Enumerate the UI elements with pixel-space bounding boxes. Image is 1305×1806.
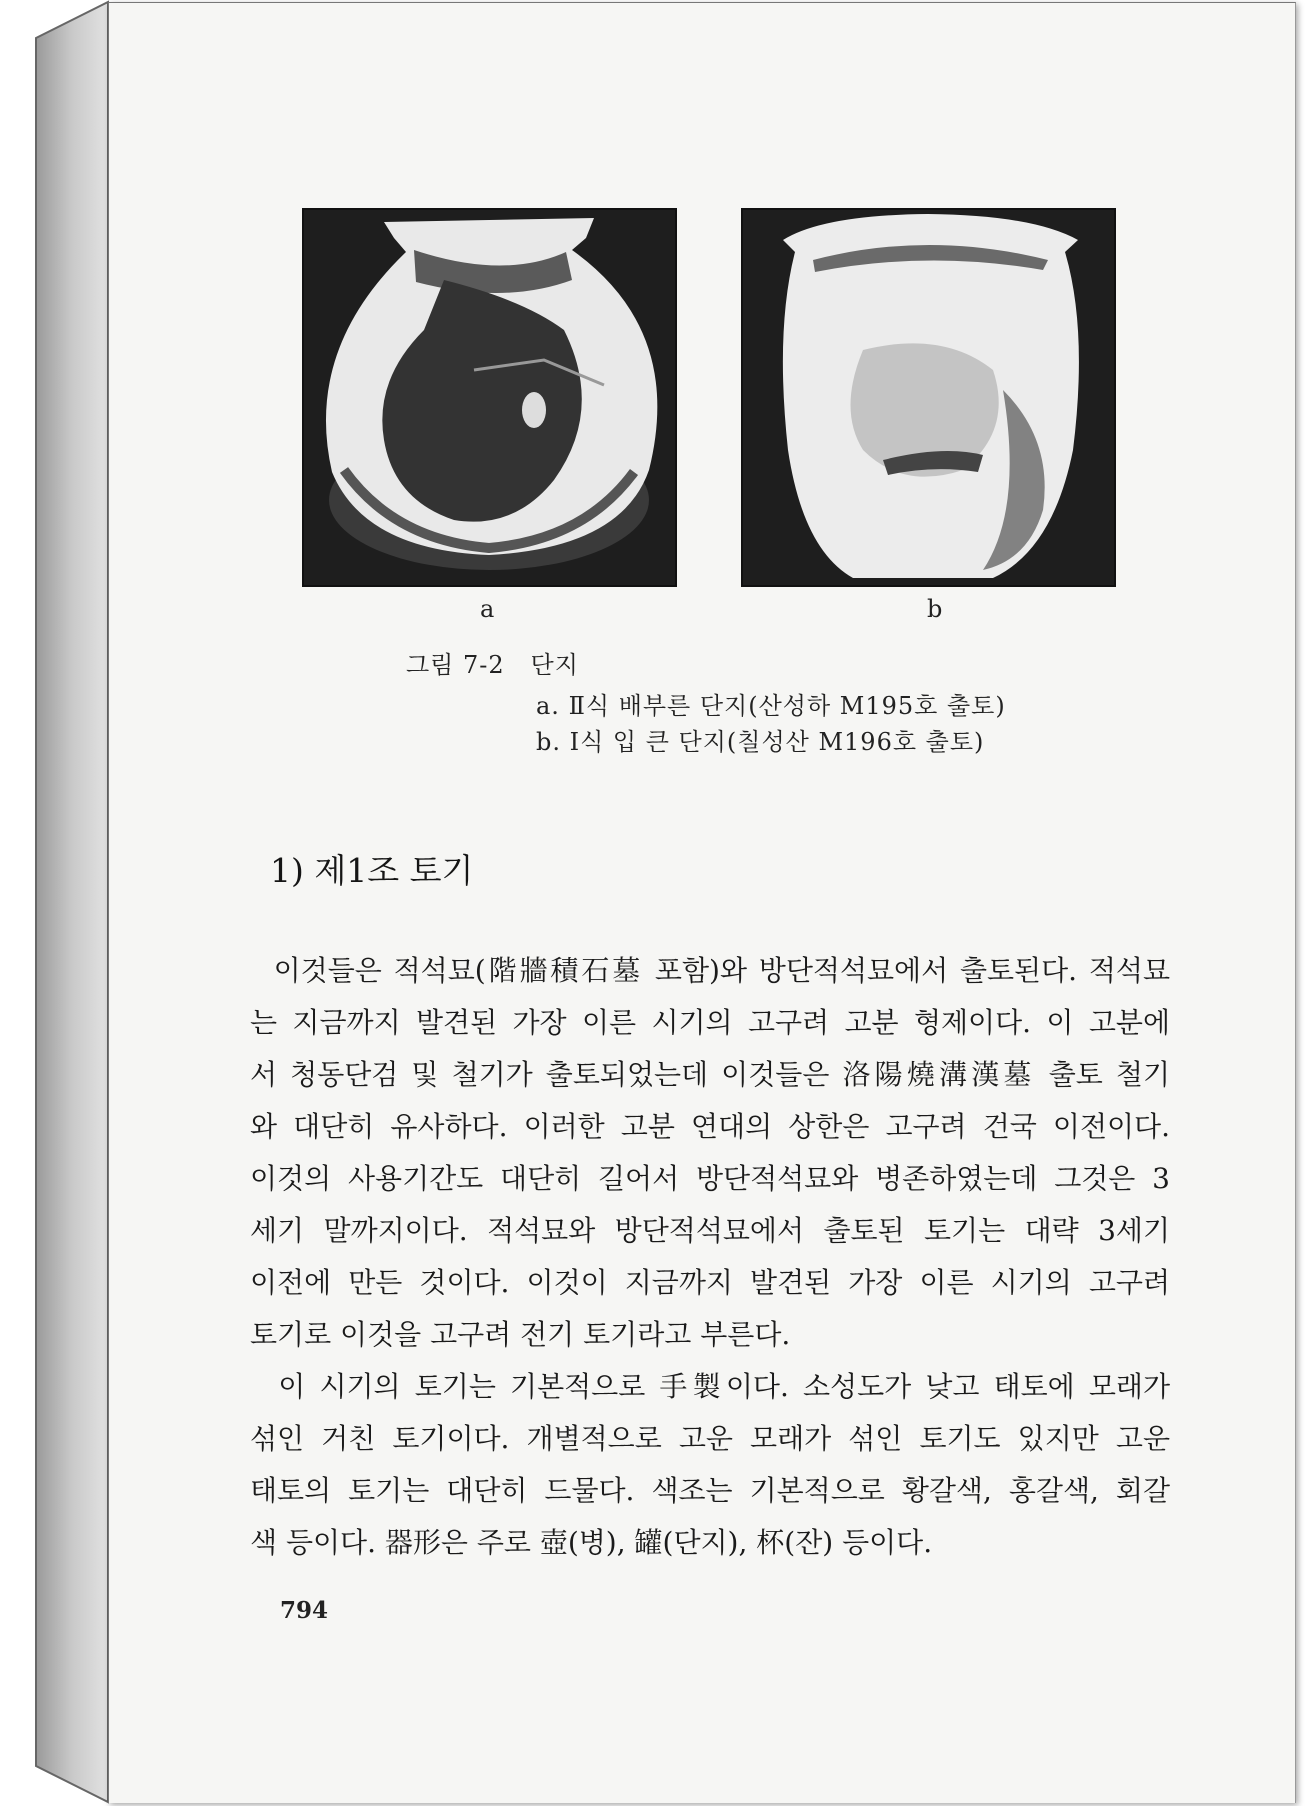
page-number: 794: [280, 1597, 329, 1624]
body-line: 섞인 거친 토기이다. 개별적으로 고운 모래가 섞인 토기도 있지만 고운: [250, 1422, 1170, 1455]
body-line: 는 지금까지 발견된 가장 이른 시기의 고구려 고분 형제이다. 이 고분에: [250, 1006, 1170, 1039]
body-line: 이 시기의 토기는 기본적으로 手製이다. 소성도가 낮고 태토에 모래가: [250, 1370, 1170, 1403]
body-line: 색 등이다. 器形은 주로 壺(병), 罐(단지), 杯(잔) 등이다.: [250, 1526, 933, 1559]
body-line: 서 청동단검 및 철기가 출토되었는데 이것들은 洛陽燒溝漢墓 출토 철기: [250, 1058, 1170, 1091]
label-b: b: [927, 595, 943, 623]
body-text: [250, 945, 1170, 1569]
body-line: 이것의 사용기간도 대단히 길어서 방단적석묘와 병존하였는데 그것은 3: [250, 1162, 1170, 1195]
label-a: a: [480, 595, 495, 623]
body-line: 세기 말까지이다. 적석묘와 방단적석묘에서 출토된 토기는 대략 3세기: [250, 1214, 1170, 1247]
body-line: 태토의 토기는 대단히 드물다. 색조는 기본적으로 황갈색, 홍갈색, 회갈: [250, 1474, 1170, 1507]
body-line: 토기로 이것을 고구려 전기 토기라고 부른다.: [250, 1318, 791, 1351]
body-line: 와 대단히 유사하다. 이러한 고분 연대의 상한은 고구려 건국 이전이다.: [250, 1110, 1170, 1143]
photo-b-jar: [741, 208, 1116, 587]
photo-a-jar: [302, 208, 677, 587]
figure-caption-title: 그림 7-2 단지: [406, 651, 579, 679]
section-title: 1) 제1조 토기: [270, 851, 474, 890]
body-line: 이전에 만든 것이다. 이것이 지금까지 발견된 가장 이른 시기의 고구려: [250, 1266, 1170, 1299]
figure-caption-a: a. Ⅱ식 배부른 단지(산성하 M195호 출토): [536, 692, 1006, 720]
body-line: 이것들은 적석묘(階牆積石墓 포함)와 방단적석묘에서 출토된다. 적석묘: [250, 954, 1170, 987]
figure-caption-b: b. Ⅰ식 입 큰 단지(칠성산 M196호 출토): [536, 728, 985, 756]
